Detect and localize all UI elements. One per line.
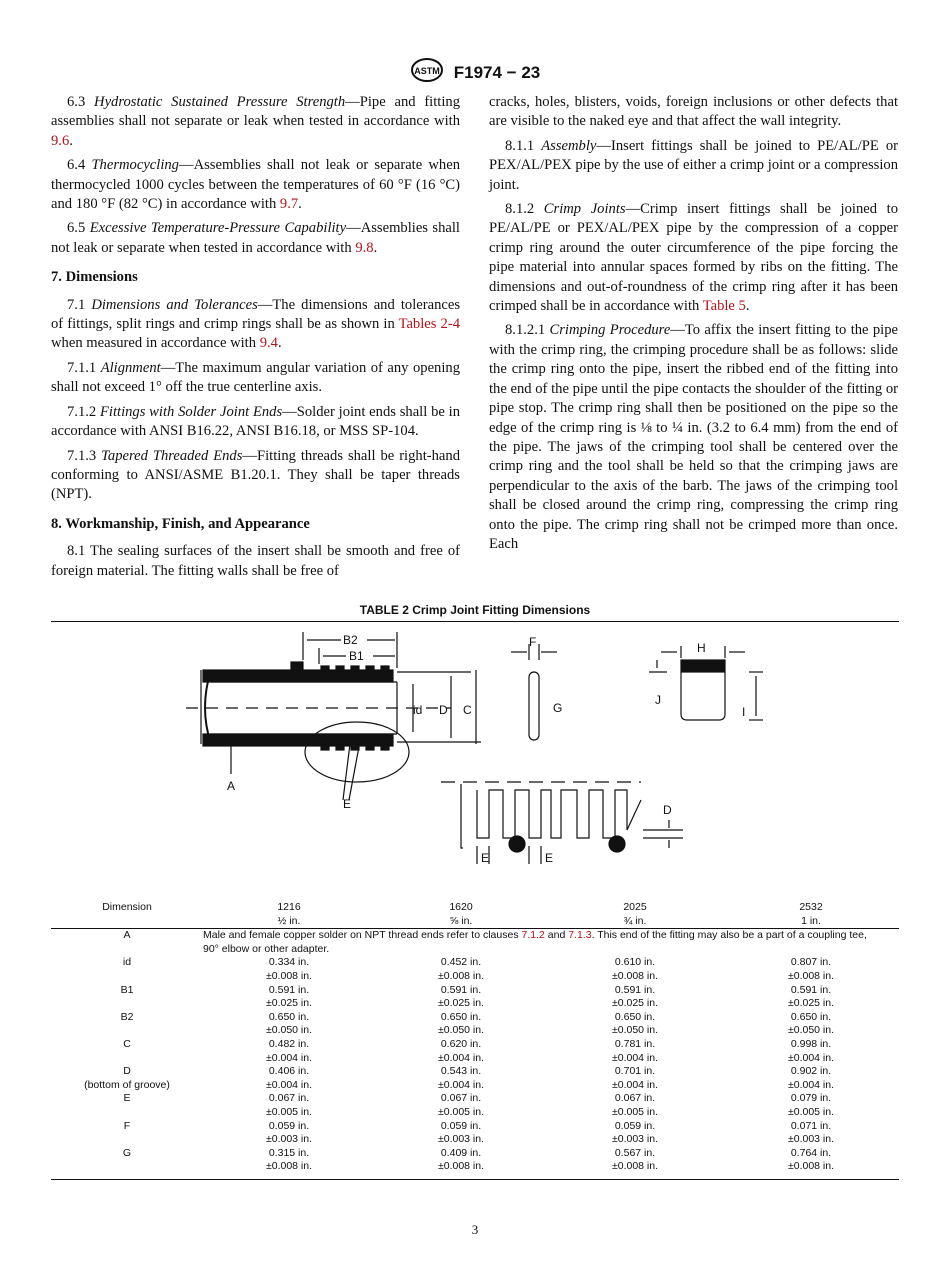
cell-value: 0.059 in. — [268, 1119, 310, 1132]
cell-value: 0.315 in. — [268, 1146, 310, 1159]
table-bottom-rule — [51, 1179, 899, 1180]
cell-value: 0.902 in. — [790, 1065, 832, 1078]
ref-9-7[interactable]: 9.7 — [279, 196, 299, 213]
astm-logo — [410, 58, 444, 87]
cell-tolerance: ±0.003 in. — [787, 1133, 835, 1146]
cell-value: 0.079 in. — [790, 1092, 832, 1105]
row-sublabel — [51, 1024, 203, 1038]
cell-value: 0.591 in. — [790, 983, 832, 996]
row-label: id — [122, 956, 132, 969]
cell-tolerance: ±0.008 in. — [787, 969, 835, 982]
table-2-caption: TABLE 2 Crimp Joint Fitting Dimensions — [359, 603, 591, 617]
cell-value: 0.067 in. — [268, 1092, 310, 1105]
cell-tolerance: ±0.008 in. — [437, 1160, 485, 1173]
cell-value: 0.764 in. — [790, 1146, 832, 1159]
ref-table-5[interactable]: Table 5 — [702, 298, 746, 315]
row-a-note: Male and female copper solder on NPT thread ends refer to clauses 7.1.2 and 7.1.3. This end of the fitting may also be a part of a coupling tee, 90° elbow or other adapter. — [203, 929, 867, 955]
col-header-size: 1 in. — [723, 915, 899, 929]
label-id: id — [413, 703, 423, 717]
label-g: G — [553, 701, 563, 715]
cell-tolerance: ±0.025 in. — [265, 997, 313, 1010]
row-sublabel — [51, 1106, 203, 1120]
cell-value: 0.650 in. — [790, 1010, 832, 1023]
cell-tolerance: ±0.004 in. — [265, 1051, 313, 1064]
cell-tolerance: ±0.008 in. — [611, 1160, 659, 1173]
cell-tolerance: ±0.008 in. — [611, 969, 659, 982]
cell-value: 0.067 in. — [440, 1092, 482, 1105]
ref-7-1-2[interactable]: 7.1.2 — [521, 929, 545, 942]
label-groove-e1: E — [481, 851, 490, 865]
cell-value: 0.452 in. — [440, 956, 482, 969]
label-f: F — [529, 635, 537, 649]
cell-tolerance: ±0.025 in. — [787, 997, 835, 1010]
svg-text:ASTM: ASTM — [414, 66, 440, 76]
cell-tolerance: ±0.004 in. — [787, 1078, 835, 1091]
table-row-tolerance — [51, 997, 899, 1011]
para-6-3: 6.3 Hydrostatic Sustained Pressure Strength—Pipe and fitting assemblies shall not separate or leak when tested in accordance with 9.6. — [51, 94, 460, 149]
row-sublabel — [51, 1052, 203, 1066]
cell-tolerance: ±0.008 in. — [265, 1160, 313, 1173]
table-row — [51, 956, 899, 970]
para-7-1-2: 7.1.2 Fittings with Solder Joint Ends—Solder joint ends shall be in accordance with ANSI B16.22, ANSI B16.18, or MSS SP-104. — [51, 403, 460, 440]
para-7-1: 7.1 Dimensions and Tolerances—The dimensions and tolerances of fittings, split rings and crimp rings shall be as shown in Tables 2-4 when measured in accordance with 9.4. — [51, 296, 460, 352]
ref-9-4[interactable]: 9.4 — [259, 335, 278, 352]
table-row-tolerance — [51, 1052, 899, 1066]
col-header-code: 1216 — [277, 901, 301, 913]
label-e: E — [343, 797, 352, 811]
label-b2: B2 — [343, 633, 358, 647]
row-label: B1 — [120, 983, 134, 996]
cell-tolerance: ±0.025 in. — [437, 997, 485, 1010]
cell-value: 0.059 in. — [440, 1119, 482, 1132]
page-header — [0, 58, 950, 87]
col-header-code: 2532 — [799, 901, 823, 913]
cell-tolerance: ±0.004 in. — [437, 1051, 485, 1064]
table-row-tolerance — [51, 1133, 899, 1147]
cell-value: 0.059 in. — [614, 1119, 656, 1132]
cell-tolerance: ±0.008 in. — [265, 969, 313, 982]
cell-tolerance: ±0.008 in. — [437, 969, 485, 982]
col-header-dimension: Dimension — [102, 901, 152, 913]
col-header-code: 1620 — [449, 901, 473, 913]
label-groove-e2: E — [545, 851, 554, 865]
heading-7-dimensions: 7. Dimensions — [51, 269, 138, 286]
table-row — [51, 1065, 899, 1079]
label-d: D — [439, 703, 448, 717]
cell-value: 0.567 in. — [614, 1146, 656, 1159]
cell-tolerance: ±0.008 in. — [787, 1160, 835, 1173]
cell-tolerance: ±0.050 in. — [787, 1024, 835, 1037]
cell-tolerance: ±0.004 in. — [611, 1078, 659, 1091]
cell-value: 0.998 in. — [790, 1037, 832, 1050]
table-row-tolerance — [51, 1106, 899, 1120]
cell-value: 0.620 in. — [440, 1037, 482, 1050]
table-row-tolerance — [51, 1024, 899, 1038]
cell-value: 0.650 in. — [614, 1010, 656, 1023]
table-2-dimensions — [51, 901, 899, 1174]
row-label: G — [122, 1146, 132, 1159]
para-8-1-2-1: 8.1.2.1 Crimping Procedure—To affix the insert fitting to the pipe with the crimp ring, the crimping procedure shall be as follows: slide the crimp ring onto the pipe, insert the ribbed end of the fitting into the end of the pipe until the pipe contacts the shoulder of the fitting or pipe stop. The crimp ring shall then be positioned on the pipe so the edge of the crimp ring is ⅛ to ¼ in. (3.2 to 6.4 mm) from the end of the pipe. The jaws of the crimping tool shall be centered over the crimp ring and the tool shall be held so that the crimping jaws are perpendicular to the axis of the barb. The jaws of the crimping tool shall be closed around the crimp ring, compressing the crimp ring onto the pipe. The crimp ring shall not be crimped more than once. Each — [489, 322, 898, 552]
para-8-1-2: 8.1.2 Crimp Joints—Crimp insert fittings shall be joined to PE/AL/PE or PEX/AL/PEX pipe by the compression of a copper crimp ring around the outer circumference of the pipe forcing the pipe material into annular spaces formed by ribs on the fitting. The dimensions and out-of-roundness of the crimp ring after it has been crimped shall be in accordance with Table 5. — [489, 201, 898, 315]
row-sublabel — [51, 997, 203, 1011]
ref-7-1-3[interactable]: 7.1.3 — [568, 929, 592, 942]
label-j: J — [655, 693, 661, 707]
col-header-size: ⅝ in. — [375, 915, 547, 929]
table-row-tolerance — [51, 970, 899, 984]
cell-tolerance: ±0.003 in. — [437, 1133, 485, 1146]
cell-value: 0.406 in. — [268, 1065, 310, 1078]
table-top-rule — [51, 621, 899, 622]
para-6-5: 6.5 Excessive Temperature-Pressure Capability—Assemblies shall not leak or separate when tested in accordance with 9.8. — [51, 220, 460, 256]
cell-value: 0.650 in. — [440, 1010, 482, 1023]
row-sublabel: (bottom of groove) — [84, 1078, 170, 1091]
cell-tolerance: ±0.050 in. — [437, 1024, 485, 1037]
standard-designation: F1974 − 23 — [453, 62, 541, 82]
para-7-1-1: 7.1.1 Alignment—The maximum angular variation of any opening shall not exceed 1° off the true centerline axis. — [51, 359, 460, 396]
para-8-1: 8.1 The sealing surfaces of the insert shall be smooth and free of foreign material. The fitting walls shall be free of — [51, 543, 460, 579]
col-header-code: 2025 — [623, 901, 647, 913]
cell-value: 0.591 in. — [614, 983, 656, 996]
cell-tolerance: ±0.050 in. — [611, 1024, 659, 1037]
para-7-1-3: 7.1.3 Tapered Threaded Ends—Fitting threads shall be right-hand conforming to ANSI/ASME B1.20.1. They shall be taper threads (NPT). — [51, 447, 460, 503]
table-row — [51, 1120, 899, 1134]
ref-tables-2-4[interactable]: Tables 2-4 — [398, 316, 460, 333]
para-8-1-continued: cracks, holes, blisters, voids, foreign inclusions or other defects that are visible to the naked eye and that affect the wall integrity. — [489, 94, 898, 130]
cell-tolerance: ±0.005 in. — [437, 1105, 485, 1118]
label-a: A — [227, 779, 236, 793]
left-column — [51, 93, 460, 586]
table-row-tolerance — [51, 1160, 899, 1174]
cell-tolerance: ±0.050 in. — [265, 1024, 313, 1037]
cell-value: 0.610 in. — [614, 956, 656, 969]
row-label: D — [123, 1065, 131, 1078]
row-label: F — [123, 1119, 131, 1132]
cell-value: 0.067 in. — [614, 1092, 656, 1105]
cell-tolerance: ±0.005 in. — [787, 1105, 835, 1118]
table-row — [51, 984, 899, 998]
cell-tolerance: ±0.004 in. — [787, 1051, 835, 1064]
cell-tolerance: ±0.003 in. — [265, 1133, 313, 1146]
cell-value: 0.591 in. — [440, 983, 482, 996]
label-h: H — [697, 641, 706, 655]
table-row-a — [51, 929, 899, 957]
crimp-joint-diagram — [51, 624, 899, 902]
row-label: A — [123, 929, 131, 942]
cell-value: 0.807 in. — [790, 956, 832, 969]
heading-8-workmanship: 8. Workmanship, Finish, and Appearance — [51, 515, 310, 532]
label-b1: B1 — [349, 649, 364, 663]
para-6-4: 6.4 Thermocycling—Assemblies shall not leak or separate when thermocycled 1000 cycles between the temperatures of 60 °F (16 °C) and 180 °F (82 °C) in accordance with 9.7. — [51, 157, 461, 213]
col-header-size: ¾ in. — [547, 915, 723, 929]
page-number: 3 — [471, 1222, 479, 1237]
table-row — [51, 1011, 899, 1025]
cell-value: 0.482 in. — [268, 1037, 310, 1050]
cell-tolerance: ±0.005 in. — [611, 1105, 659, 1118]
cell-tolerance: ±0.025 in. — [611, 997, 659, 1010]
row-sublabel — [51, 970, 203, 984]
ref-9-6[interactable]: 9.6 — [51, 132, 70, 149]
label-i: I — [742, 705, 746, 719]
cell-value: 0.071 in. — [790, 1119, 832, 1132]
ref-9-8[interactable]: 9.8 — [355, 239, 374, 256]
row-sublabel — [51, 1160, 203, 1174]
cell-tolerance: ±0.004 in. — [611, 1051, 659, 1064]
table-row-tolerance — [51, 1079, 899, 1093]
table-row — [51, 1092, 899, 1106]
cell-tolerance: ±0.004 in. — [437, 1078, 485, 1091]
cell-value: 0.591 in. — [268, 983, 310, 996]
cell-value: 0.409 in. — [440, 1146, 482, 1159]
cell-value: 0.334 in. — [268, 956, 310, 969]
cell-tolerance: ±0.003 in. — [611, 1133, 659, 1146]
cell-value: 0.543 in. — [440, 1065, 482, 1078]
cell-tolerance: ±0.004 in. — [265, 1078, 313, 1091]
cell-value: 0.650 in. — [268, 1010, 310, 1023]
label-c: C — [463, 703, 472, 717]
table-row — [51, 1147, 899, 1161]
col-header-size: ½ in. — [203, 915, 375, 929]
label-groove-d: D — [663, 803, 672, 817]
para-8-1-1: 8.1.1 Assembly—Insert fittings shall be joined to PE/AL/PE or PEX/AL/PEX pipe by the use of either a crimp joint or a compression joint. — [489, 137, 898, 193]
row-label: C — [123, 1037, 131, 1050]
cell-value: 0.781 in. — [614, 1037, 656, 1050]
row-sublabel — [51, 1133, 203, 1147]
table-row — [51, 1038, 899, 1052]
right-column — [489, 93, 898, 559]
row-label: E — [123, 1092, 131, 1105]
cell-value: 0.701 in. — [614, 1065, 656, 1078]
cell-tolerance: ±0.005 in. — [265, 1105, 313, 1118]
row-label: B2 — [120, 1010, 134, 1023]
